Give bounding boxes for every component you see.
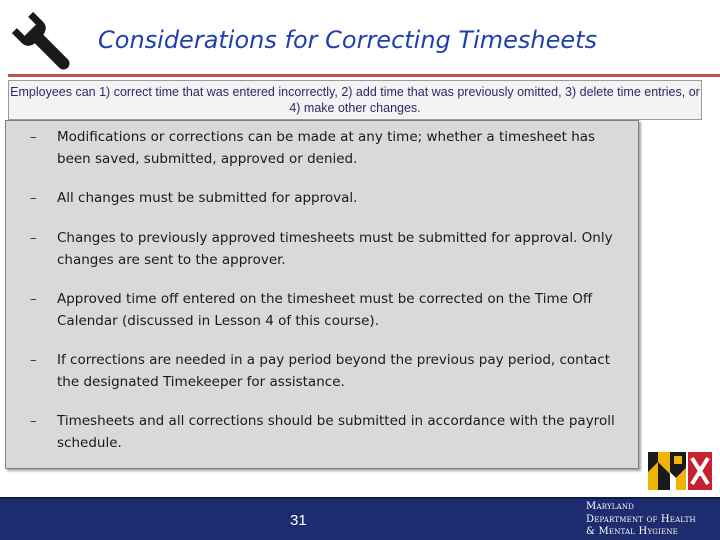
- org-line: Maryland: [586, 501, 635, 512]
- title-divider: [8, 74, 720, 77]
- bullet-text: Modifications or corrections can be made at any time; whether a timesheet has been saved, submitted, approved or denied.: [57, 129, 596, 167]
- bullet-marker: –: [30, 352, 37, 368]
- bullet-text: Changes to previously approved timesheets must be submitted for approval. Only changes are sent to the approver.: [57, 230, 613, 268]
- intro-text: Employees can 1) correct time that was entered incorrectly, 2) add time that was previously omitted, 3) delete time entries, or 4) make other changes.: [8, 80, 702, 120]
- bullet-text: Approved time off entered on the timesheet must be corrected on the Time Off Calendar (discussed in Lesson 4 of this course).: [57, 291, 593, 329]
- bullet-item: [30, 288, 630, 332]
- bullet-item: [30, 126, 630, 170]
- bullet-marker: –: [30, 413, 37, 429]
- bullet-marker: –: [30, 129, 37, 145]
- bullet-item: [30, 187, 630, 209]
- organization-name: [586, 501, 718, 539]
- content-panel: [5, 120, 639, 469]
- page-number: 31: [290, 512, 307, 529]
- org-line: Department of Health: [586, 513, 696, 525]
- bullet-marker: –: [30, 230, 37, 246]
- bullet-marker: –: [30, 190, 37, 206]
- bullet-text: If corrections are needed in a pay period beyond the previous pay period, contact the designated Timekeeper for assistance.: [57, 352, 611, 390]
- page-title: Considerations for Correcting Timesheets: [98, 26, 598, 54]
- maryland-flag-logo-icon: [646, 448, 714, 496]
- wrench-icon: [8, 10, 78, 76]
- footer-bar: [0, 497, 720, 540]
- bullet-text: All changes must be submitted for approval.: [57, 190, 358, 206]
- org-line: & Mental Hygiene: [586, 526, 678, 537]
- bullet-text: Timesheets and all corrections should be submitted in accordance with the payroll schedule.: [57, 413, 615, 451]
- bullet-item: [30, 227, 630, 271]
- bullet-marker: –: [30, 291, 37, 307]
- bullet-item: [30, 410, 630, 454]
- bullet-item: [30, 349, 630, 393]
